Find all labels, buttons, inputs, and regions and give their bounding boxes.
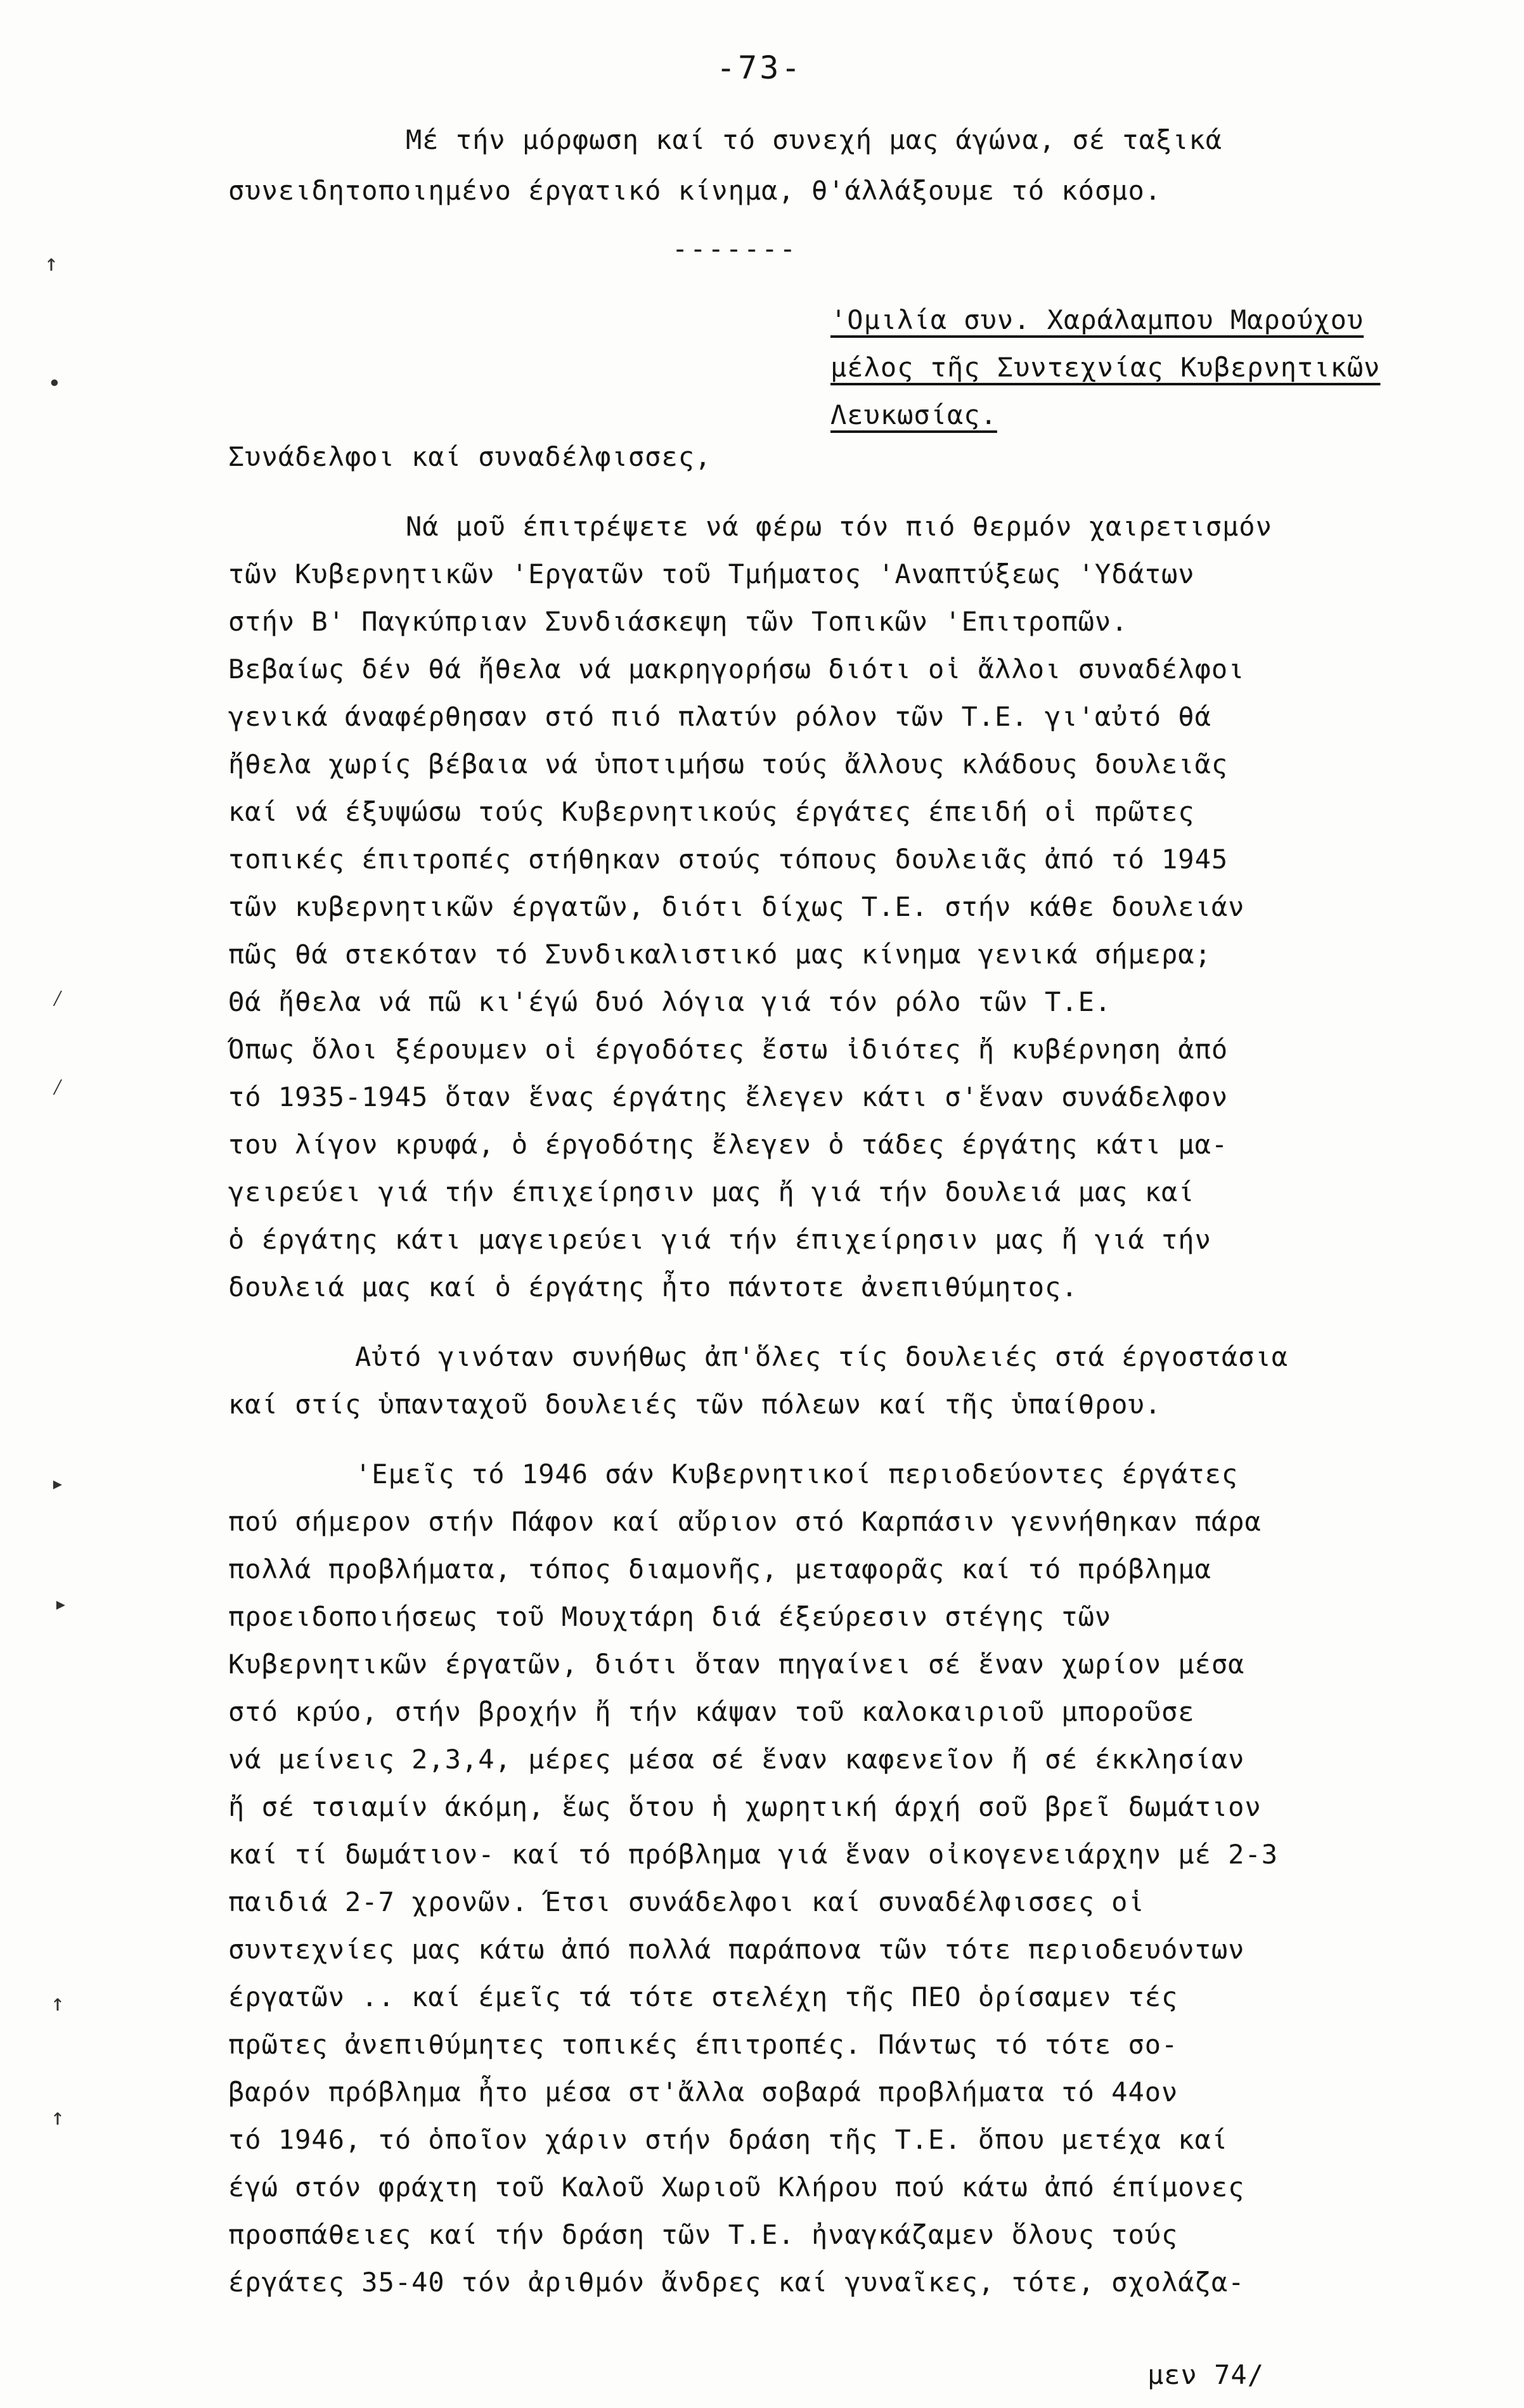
body-line: πολλά προβλήματα, τόπος διαμονῆς, μεταφορᾶς καί τό πρόβλημα <box>228 1554 1211 1585</box>
body-line: έγώ στόν φράχτη τοῦ Καλοῦ Χωριοῦ Κλήρου πού κάτω ἀπό έπίμονες <box>228 2172 1245 2203</box>
speech-heading-line: μέλος τῆς Συντεχνίας Κυβερνητικῶν <box>830 352 1381 383</box>
body-line: καί νά έξυψώσω τούς Κυβερνητικούς έργάτες έπειδή οἱ πρῶτες <box>228 796 1195 827</box>
body-line: καί τί δωμάτιον- καί τό πρόβλημα γιά ἕναν οἰκογενειάρχην μέ 2-3 <box>228 1839 1279 1870</box>
body-line: έργάτες 35-40 τόν ἀριθμόν ἄνδρες καί γυναῖκες, τότε, σχολάζα- <box>228 2267 1245 2298</box>
body-line: πῶς θά στεκόταν τό Συνδικαλιστικό μας κίνημα γενικά σήμερα; <box>228 939 1211 970</box>
body-line: Νά μοῦ έπιτρέψετε νά φέρω τόν πιό θερμόν χαιρετισμόν <box>406 511 1272 542</box>
speech-heading-line: 'Ομιλία συν. Χαράλαμπου Μαρούχου <box>830 304 1364 335</box>
body-line: πρῶτες ἀνεπιθύμητες τοπικές έπιτροπές. Πάντως τό τότε σο- <box>228 2029 1179 2060</box>
section-divider: ------- <box>672 233 798 264</box>
intro-line: συνειδητοποιημένο έργατικό κίνημα, θ'άλλάξουμε τό κόσμο. <box>228 175 1162 206</box>
body-line: τοπικές έπιτροπές στήθηκαν στούς τόπους δουλειᾶς ἀπό τό 1945 <box>228 844 1229 875</box>
body-line: προσπάθειες καί τήν δράση τῶν Τ.Ε. ἠναγκάζαμεν ὅλους τούς <box>228 2219 1179 2250</box>
body-line: δουλειά μας καί ὁ έργάτης ἦτο πάντοτε ἀνεπιθύμητος. <box>228 1272 1078 1303</box>
body-line: τῶν κυβερνητικῶν έργατῶν, διότι δίχως Τ.Ε. στήν κάθε δουλειάν <box>228 891 1245 922</box>
body-line: του λίγον κρυφά, ὁ έργοδότης ἔλεγεν ὁ τάδες έργάτης κάτι μα- <box>228 1129 1229 1160</box>
margin-mark: ▸ <box>54 1591 68 1617</box>
margin-mark: ↑ <box>51 2104 65 2130</box>
body-line: Θά ἤθελα νά πῶ κι'έγώ δυό λόγια γιά τόν ρόλο τῶν Τ.Ε. <box>228 986 1112 1017</box>
margin-mark: • <box>48 371 61 397</box>
body-line: νά μείνεις 2,3,4, μέρες μέσα σέ ἕναν καφενεῖον ἤ σέ έκκλησίαν <box>228 1744 1245 1775</box>
body-line: ἤθελα χωρίς βέβαια νά ὑποτιμήσω τούς ἄλλους κλάδους δουλειᾶς <box>228 749 1229 780</box>
page-number: -73- <box>716 49 803 86</box>
margin-mark: ▸ <box>51 1471 65 1497</box>
body-line: ὁ έργάτης κάτι μαγειρεύει γιά τήν έπιχείρησιν μας ἤ γιά τήν <box>228 1224 1211 1255</box>
body-line: Όπως ὅλοι ξέρουμεν οἱ έργοδότες ἔστω ἰδιότες ἤ κυβέρνηση ἀπό <box>228 1034 1229 1065</box>
margin-mark: ↑ <box>44 250 58 276</box>
body-line: γενικά άναφέρθησαν στό πιό πλατύν ρόλον τῶν Τ.Ε. γι'αὐτό θά <box>228 701 1211 732</box>
body-line: προειδοποιήσεως τοῦ Μουχτάρη διά έξεύρεσιν στέγης τῶν <box>228 1601 1112 1632</box>
body-line: Κυβερνητικῶν έργατῶν, διότι ὅταν πηγαίνει σέ ἕναν χωρίον μέσα <box>228 1649 1245 1680</box>
body-line: παιδιά 2-7 χρονῶν. Έτσι συνάδελφοι καί συναδέλφισσες οἱ <box>228 1886 1145 1917</box>
body-line: πού σήμερον στήν Πάφον καί αὔριον στό Καρπάσιν γεννήθηκαν πάρα <box>228 1506 1262 1537</box>
body-line: στήν Β' Παγκύπριαν Συνδιάσκεψη τῶν Τοπικῶν 'Επιτροπῶν. <box>228 606 1128 637</box>
speech-heading-line: Λευκωσίας. <box>830 399 997 430</box>
body-line: Αὐτό γινόταν συνήθως ἀπ'ὅλες τίς δουλειές στά έργοστάσια <box>355 1341 1289 1372</box>
body-line: 'Εμεῖς τό 1946 σάν Κυβερνητικοί περιοδεύοντες έργάτες <box>355 1458 1239 1490</box>
body-line: συντεχνίες μας κάτω ἀπό πολλά παράπονα τῶν τότε περιοδευόντων <box>228 1934 1245 1965</box>
body-line: βαρόν πρόβλημα ἦτο μέσα στ'ἄλλα σοβαρά προβλήματα τό 44ον <box>228 2076 1179 2108</box>
body-line: Βεβαίως δέν θά ἤθελα νά μακρηγορήσω διότι οἱ ἄλλοι συναδέλφοι <box>228 654 1245 685</box>
intro-line: Μέ τήν μόρφωση καί τό συνεχή μας άγώνα, σέ ταξικά <box>406 124 1223 155</box>
margin-mark: ↑ <box>51 1990 65 2016</box>
body-line: τό 1935-1945 ὅταν ἕνας έργάτης ἔλεγεν κάτι σ'ἕναν συνάδελφον <box>228 1081 1229 1112</box>
body-line: καί στίς ὑπανταχοῦ δουλειές τῶν πόλεων καί τῆς ὑπαίθρου. <box>228 1389 1162 1420</box>
body-line: γειρεύει γιά τήν έπιχείρησιν μας ἤ γιά τήν δουλειά μας καί <box>228 1176 1195 1207</box>
body-line: στό κρύο, στήν βροχήν ἤ τήν κάψαν τοῦ καλοκαιριοῦ μποροῦσε <box>228 1696 1195 1727</box>
body-line: τό 1946, τό ὁποῖον χάριν στήν δράση τῆς Τ.Ε. ὅπου μετέχα καί <box>228 2124 1229 2155</box>
margin-mark: ⁄ <box>51 1074 65 1100</box>
margin-mark: ⁄ <box>51 986 65 1012</box>
body-line: τῶν Κυβερνητικῶν 'Εργατῶν τοῦ Τμήματος 'Αναπτύξεως 'Υδάτων <box>228 558 1195 589</box>
body-line: ἤ σέ τσιαμίν άκόμη, ἕως ὅτου ἡ χωρητική άρχή σοῦ βρεῖ δωμάτιον <box>228 1791 1262 1822</box>
continuation-note: μεν 74/ <box>1147 2359 1264 2390</box>
salutation: Συνάδελφοι καί συναδέλφισσες, <box>228 441 712 472</box>
body-line: έργατῶν .. καί έμεῖς τά τότε στελέχη τῆς ΠΕΟ ὁρίσαμεν τές <box>228 1981 1179 2012</box>
